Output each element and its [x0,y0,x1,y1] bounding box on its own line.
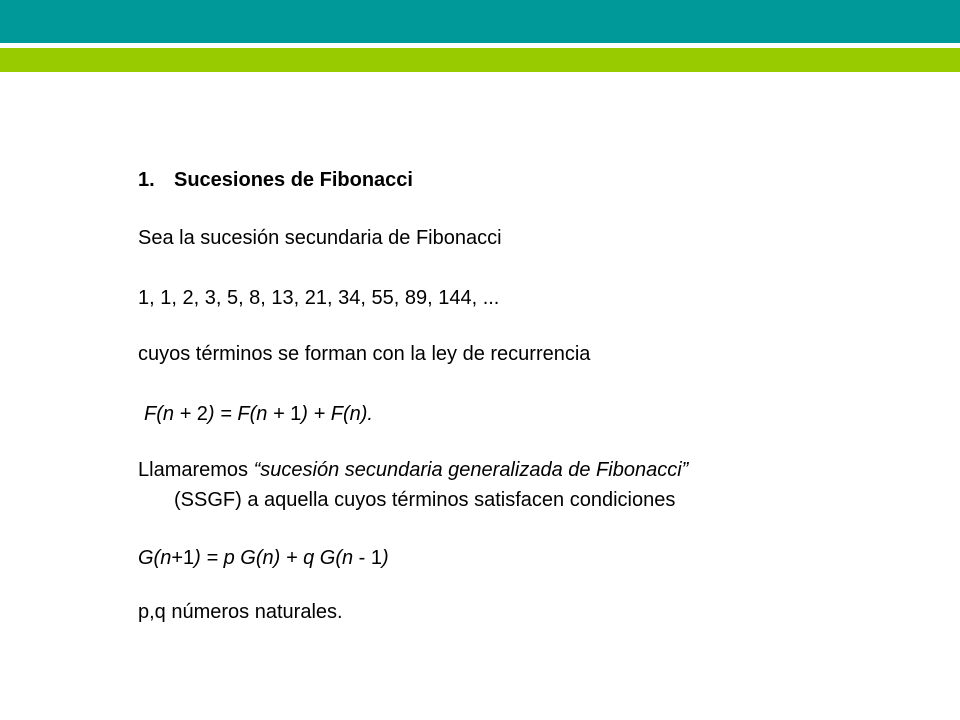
formula-part: ) [382,547,389,569]
fibonacci-sequence: 1, 1, 2, 3, 5, 8, 13, 21, 34, 55, 89, 144, ... [138,287,500,309]
section-title: Sucesiones de Fibonacci [174,169,413,191]
header-band [0,0,960,43]
definition-term: “sucesión secundaria generalizada de Fibonacci” [253,459,689,481]
formula-part: ) = p G(n) + q G(n [194,547,354,569]
formula-part: ) + F(n). [301,403,373,425]
conditions-text: p,q números naturales. [138,601,343,623]
definition-lead: Llamaremos [138,459,254,481]
header-accent-band [0,48,960,72]
definition-line-1 [138,458,688,482]
intro-text: Sea la sucesión secundaria de Fibonacci [138,227,502,249]
definition-line-2: (SSGF) a aquella cuyos términos satisfacen condiciones [174,489,676,511]
recurrence-intro: cuyos términos se forman con la ley de recurrencia [138,343,591,365]
section-number: 1. [138,169,155,191]
recurrence-formula [144,402,373,426]
general-formula [138,546,389,570]
section-heading [138,168,413,192]
formula-part: F(n + [144,403,197,425]
formula-part: - 1 [353,547,383,569]
formula-part: 1 [290,403,302,425]
formula-part: 2 [196,403,208,425]
formula-part: +1 [171,547,195,569]
formula-part: ) = F(n + [207,403,291,425]
formula-part: G(n [138,547,172,569]
